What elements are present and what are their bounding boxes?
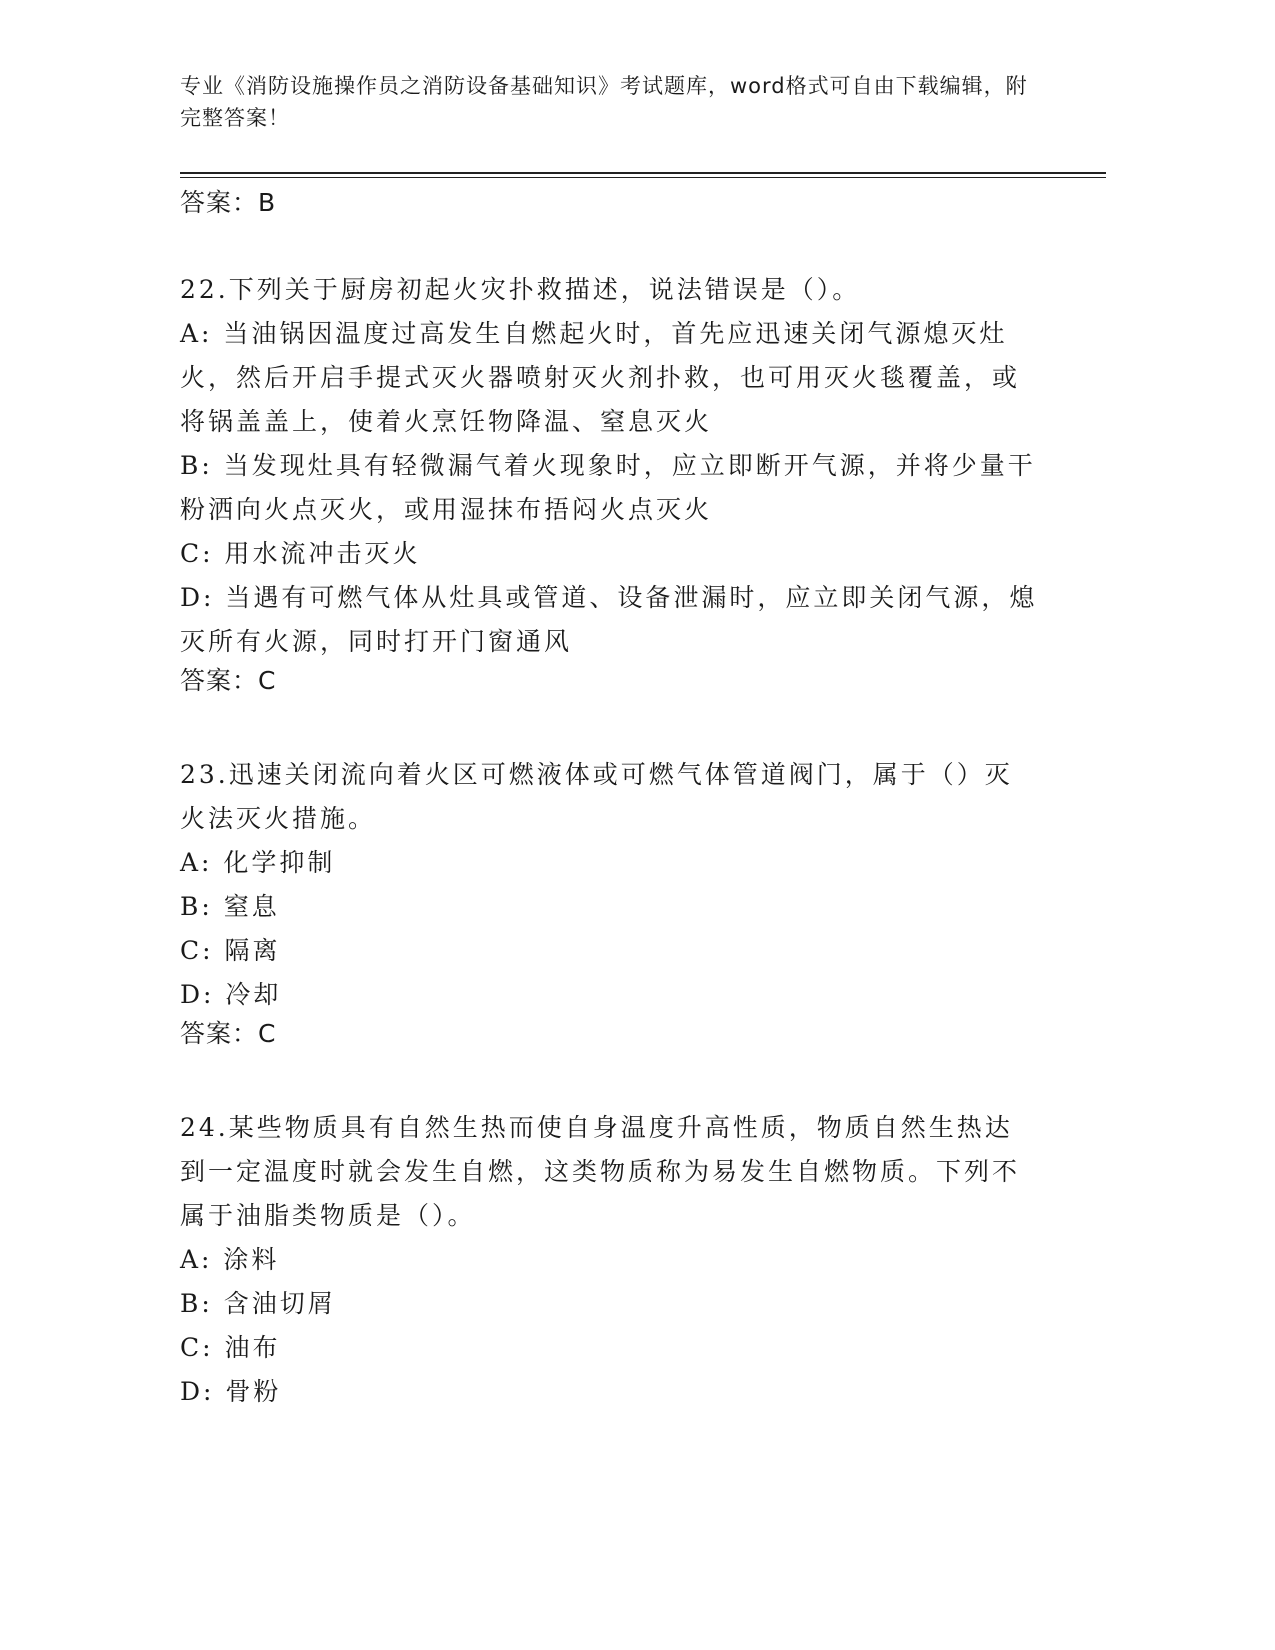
- page-header: 专业《消防设施操作员之消防设备基础知识》考试题库，word格式可自由下载编辑，附完整答案！: [180, 74, 1028, 130]
- header-rule-thin: [180, 177, 1106, 178]
- option-d: D: 骨粉: [180, 1377, 282, 1406]
- option-c: C: 用水流冲击灭火: [180, 539, 421, 568]
- option-d: D: 当遇有可燃气体从灶具或管道、设备泄漏时，应立即关闭气源，熄灭所有火源，同时打开门窗通风: [180, 583, 1038, 656]
- option-b: B: 窒息: [180, 892, 280, 921]
- option-c: C: 油布: [180, 1333, 281, 1362]
- question-text: 24.某些物质具有自然生热而使自身温度升高性质，物质自然生热达到一定温度时就会发生自燃，这类物质称为易发生自燃物质。下列不属于油脂类物质是（）。: [180, 1113, 1021, 1230]
- spacer: [180, 698, 1040, 753]
- spacer: [180, 1051, 1040, 1106]
- answer-line: 答案：C: [180, 1019, 277, 1048]
- option-b: B: 当发现灶具有轻微漏气着火现象时，应立即断开气源，并将少量干粉洒向火点灭火，或用湿抹布捂闷火点灭火: [180, 451, 1036, 524]
- question-block: [180, 268, 1040, 698]
- option-a: A: 化学抑制: [180, 848, 336, 877]
- question-block: [180, 1106, 1040, 1414]
- option-a: A: 涂料: [180, 1245, 280, 1274]
- question-text: 23.迅速关闭流向着火区可燃液体或可燃气体管道阀门，属于（）灭火法灭火措施。: [180, 760, 1013, 833]
- option-c: C: 隔离: [180, 936, 281, 965]
- document-body: [180, 186, 1040, 1414]
- question-text: 22.下列关于厨房初起火灾扑救描述，说法错误是（）。: [180, 275, 861, 304]
- question-block: [180, 753, 1040, 1051]
- option-b: B: 含油切屑: [180, 1289, 336, 1318]
- option-d: D: 冷却: [180, 980, 282, 1009]
- answer-line: 答案：B: [180, 188, 277, 217]
- header-rule-thick: [180, 172, 1106, 174]
- option-a: A: 当油锅因温度过高发生自燃起火时，首先应迅速关闭气源熄灭灶火，然后开启手提式灭火器喷射灭火剂扑救，也可用灭火毯覆盖，或将锅盖盖上，使着火烹饪物降温、窒息灭火: [180, 319, 1021, 436]
- answer-line: 答案：C: [180, 666, 277, 695]
